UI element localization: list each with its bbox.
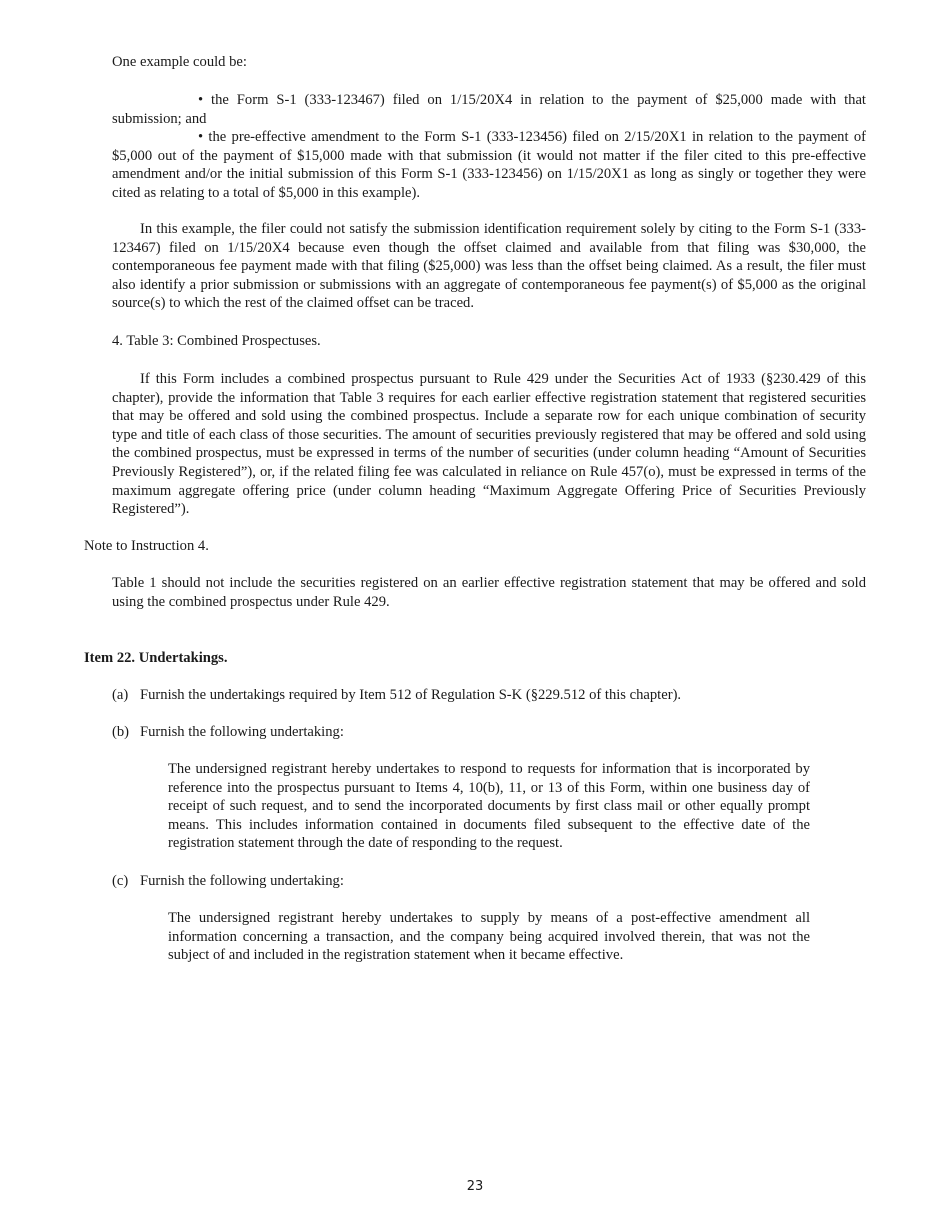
page-number: 23 bbox=[466, 1179, 484, 1194]
item-text: Furnish the following undertaking: bbox=[140, 873, 344, 889]
undertaking-item-b bbox=[112, 723, 866, 742]
note-heading: Note to Instruction 4. bbox=[84, 538, 209, 554]
example-paragraph: In this example, the filer could not satisfy the submission identification requirement solely by citing to the Form S-1 (333-123467) filed on 1/15/20X4 because even though the offset claimed and available from that filing was $30,000, the contemporaneous fee payment made with that filing ($25,000) was less than the offset being claimed. As a result, the filer must also identify a prior submission or submissions with an aggregate of contemporaneous fee payment(s) of $5,000 as the original source(s) to which the rest of the claimed offset can be traced. bbox=[112, 221, 866, 312]
bullet-item: • the pre-effective amendment to the Form S-1 (333-123456) filed on 2/15/20X1 in relation to the payment of $5,000 out of the payment of $15,000 made with that submission (it would not matter if the filer cited to this pre-effective amendment and/or the initial submission of this Form S-1 (333-123456) on 1/15/20X1 as long as singly or together they were cited as relating to a total of $5,000 in this example). bbox=[112, 129, 866, 201]
item-label: (b) bbox=[112, 724, 130, 740]
intro-line: One example could be: bbox=[112, 54, 247, 70]
bullet-item: • the Form S-1 (333-123467) filed on 1/15/20X4 in relation to the payment of $25,000 made with that submission; and bbox=[112, 92, 866, 127]
undertaking-item-a bbox=[112, 686, 866, 705]
note-paragraph: Table 1 should not include the securities registered on an earlier effective registration statement that may be offered and sold using the combined prospectus under Rule 429. bbox=[112, 575, 866, 610]
undertaking-b-text: The undersigned registrant hereby undertakes to respond to requests for information that is incorporated by reference into the prospectus pursuant to Items 4, 10(b), 11, or 13 of this Form, within one business day of receipt of such request, and to send the incorporated documents by first class mail or other equally prompt means. This includes information contained in documents filed subsequent to the effective date of the registration statement through the date of responding to the request. bbox=[168, 761, 810, 852]
example-bullet-list bbox=[112, 91, 866, 203]
item-text: Furnish the undertakings required by Item 512 of Regulation S-K (§229.512 of this chapter). bbox=[140, 687, 682, 703]
undertaking-item-c bbox=[112, 872, 866, 891]
item22-heading: Item 22. Undertakings. bbox=[84, 650, 228, 666]
table3-paragraph: If this Form includes a combined prospectus pursuant to Rule 429 under the Securities Act of 1933 (§230.429 of this chapter), provide the information that Table 3 requires for each earlier effective registration statement that registered securities that may be offered and sold using the combined prospectus. Include a separate row for each unique combination of security type and title of each class of those securities. The amount of securities previously registered that may be offered and sold using the combined prospectus, must be expressed in terms of the number of securities (under column heading “Amount of Securities Previously Registered”), or, if the related filing fee was calculated in reliance on Rule 457(o), must be expressed in terms of the maximum aggregate offering price (under column heading “Maximum Aggregate Offering Price of Securities Previously Registered”). bbox=[112, 371, 866, 518]
item-label: (a) bbox=[112, 687, 129, 703]
item-label: (c) bbox=[112, 873, 129, 889]
item-text: Furnish the following undertaking: bbox=[140, 724, 344, 740]
undertaking-c-text: The undersigned registrant hereby undertakes to supply by means of a post-effective amendment all information concerning a transaction, and the company being acquired involved therein, that was not the subject of and included in the registration statement when it became effective. bbox=[168, 910, 810, 964]
table3-heading: 4. Table 3: Combined Prospectuses. bbox=[112, 333, 321, 349]
